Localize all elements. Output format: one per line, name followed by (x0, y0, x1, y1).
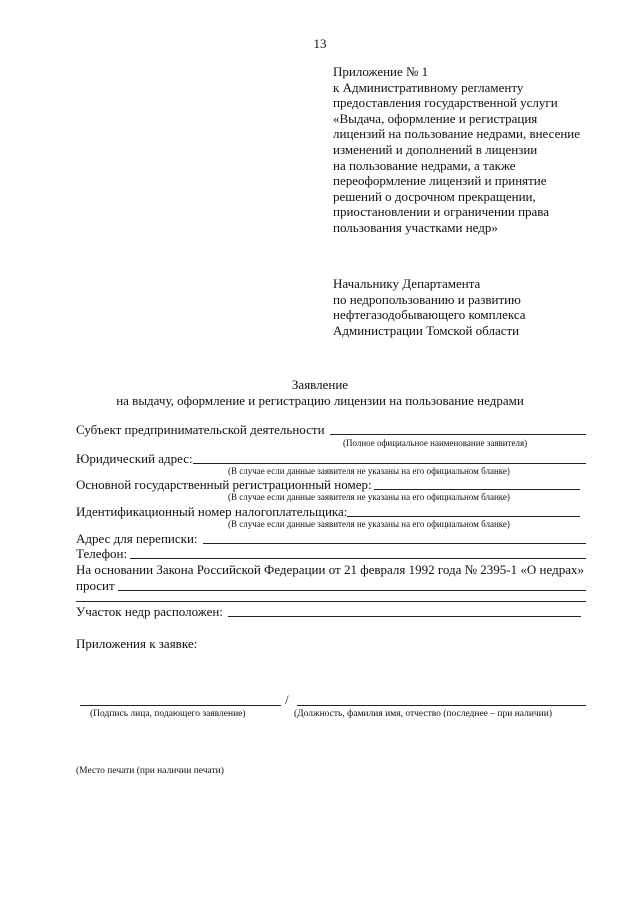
document-subtitle: на выдачу, оформление и регистрацию лицензии на пользование недрами (116, 393, 524, 408)
appendix-line: «Выдача, оформление и регистрация (333, 110, 538, 126)
signer-hint: (Подпись лица, подающего заявление) (90, 709, 246, 719)
addressee-line: нефтегазодобывающего комплекса (333, 307, 526, 323)
addressee-line: Администрации Томской области (333, 322, 520, 338)
asks-label: просит (76, 578, 115, 593)
position-hint: (Должность, фамилия имя, отчество (последнее – при наличии) (294, 709, 553, 719)
legal-address-label: Юридический адрес: (76, 451, 193, 466)
basis-text: На основании Закона Российской Федерации от 21 февраля 1992 года № 2395-1 «О недрах» (76, 562, 584, 577)
appendix-line: приостановлении и ограничении права (333, 204, 550, 220)
inn-label: Идентификационный номер налогоплательщика: (76, 504, 348, 519)
appendix-line: изменений и дополнений в лицензии (333, 142, 538, 157)
asks-field-continuation[interactable] (76, 601, 586, 602)
legal-address-hint: (В случае если данные заявителя не указаны на его официальном бланке) (228, 466, 510, 476)
ogrn-hint: (В случае если данные заявителя не указаны на его официальном бланке) (228, 492, 510, 502)
appendix-line: Приложение № 1 (333, 64, 429, 79)
inn-hint: (В случае если данные заявителя не указаны на его официальном бланке) (228, 519, 510, 529)
document-title: Заявление (291, 377, 349, 392)
addressee-line: по недропользованию и развитию (333, 291, 521, 307)
mail-address-field[interactable] (203, 543, 586, 544)
appendix-line: предоставления государственной услуги (333, 95, 558, 111)
subject-label: Субъект предпринимательской деятельности (76, 422, 325, 437)
appendix-line: лицензий на пользование недрами, внесение (333, 126, 581, 142)
subject-hint: (Полное официальное наименование заявителя) (343, 438, 528, 448)
mail-address-label: Адрес для переписки: (76, 531, 198, 546)
appendix-line: на пользование недрами, а также (333, 157, 516, 173)
inn-field[interactable] (347, 516, 580, 517)
signature-separator: / (285, 692, 289, 707)
addressee-line: Начальнику Департамента (333, 276, 481, 291)
appendix-line: к Административному регламенту (333, 79, 524, 95)
signature-field[interactable] (80, 705, 281, 706)
phone-field[interactable] (130, 558, 586, 559)
asks-field[interactable] (118, 590, 586, 591)
stamp-hint: (Место печати (при наличии печати) (76, 766, 224, 776)
appendix-line: решений о досрочном прекращении, (333, 188, 536, 204)
ogrn-label: Основной государственный регистрационный номер: (76, 477, 372, 492)
site-field[interactable] (228, 616, 581, 617)
ogrn-field[interactable] (374, 489, 580, 490)
subject-field[interactable] (330, 434, 586, 435)
phone-label: Телефон: (76, 546, 128, 561)
attachments-label: Приложения к заявке: (76, 636, 198, 651)
site-label: Участок недр расположен: (76, 604, 223, 619)
position-name-field[interactable] (297, 705, 586, 706)
appendix-line: пользования участками недр» (333, 220, 498, 235)
legal-address-field[interactable] (193, 463, 586, 464)
page-number: 13 (313, 36, 327, 51)
appendix-line: переоформление лицензий и принятие (333, 173, 547, 189)
